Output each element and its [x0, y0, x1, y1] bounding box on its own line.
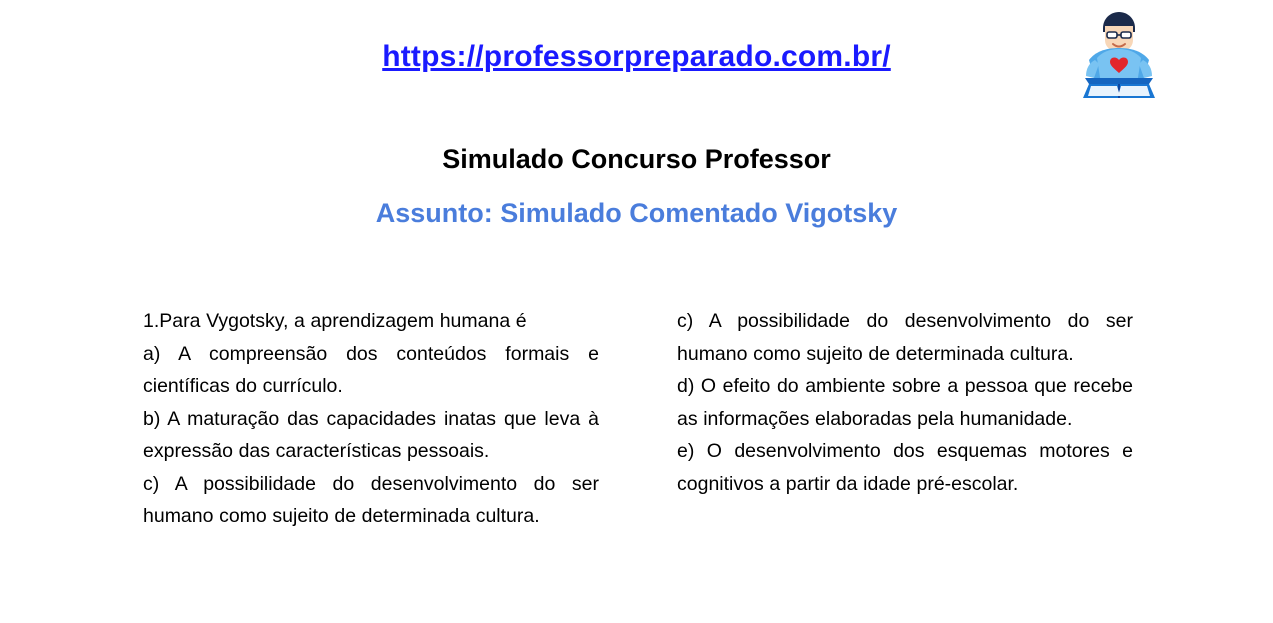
paragraph: c) A possibilidade do desenvolvimento do ser humano como sujeito de determinada cultura. [677, 310, 1133, 365]
paragraph: 1.Para Vygotsky, a aprendizagem humana é [143, 310, 527, 332]
superhero-reading-book-logo-icon [1075, 8, 1163, 104]
document-subtitle: Assunto: Simulado Comentado Vigotsky [375, 198, 898, 228]
right-column [677, 305, 1133, 533]
two-column-body [143, 305, 1133, 533]
paragraph: d) O efeito do ambiente sobre a pessoa que recebe as informações elaboradas pela humanidade. [677, 375, 1133, 430]
left-column [143, 305, 599, 533]
paragraph: b) A maturação das capacidades inatas que leva à expressão das características pessoais. [143, 407, 599, 462]
paragraph: e) O desenvolvimento dos esquemas motores e cognitivos a partir da idade pré-escolar. [677, 440, 1133, 495]
paragraph: c) A possibilidade do desenvolvimento do ser humano como sujeito de determinada cultura. [143, 472, 599, 527]
document-title: Simulado Concurso Professor [442, 144, 831, 174]
paragraph: a) A compreensão dos conteúdos formais e científicas do currículo. [143, 342, 599, 397]
site-link[interactable]: https://professorpreparado.com.br/ [382, 40, 891, 73]
